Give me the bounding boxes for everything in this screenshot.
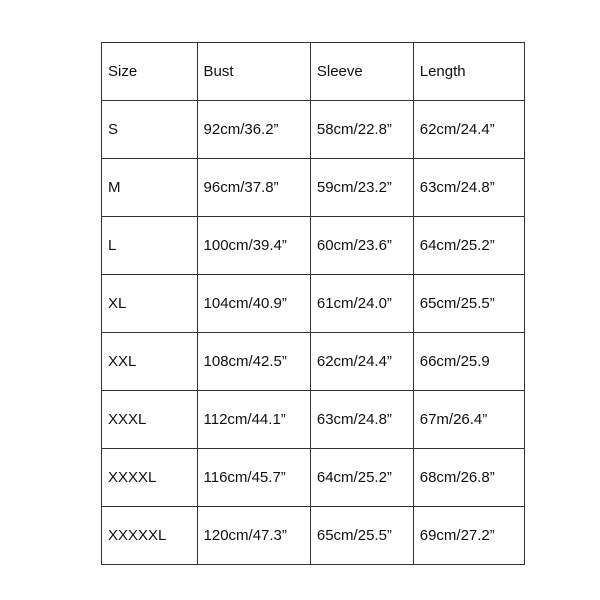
table-row <box>102 507 525 565</box>
sleeve-cell: 64cm/25.2” <box>310 449 413 507</box>
length-cell: 67m/26.4” <box>413 391 524 449</box>
table-row <box>102 449 525 507</box>
length-cell: 62cm/24.4” <box>413 101 524 159</box>
length-cell: 68cm/26.8” <box>413 449 524 507</box>
table-row <box>102 333 525 391</box>
sleeve-cell: 62cm/24.4” <box>310 333 413 391</box>
size-cell: M <box>102 159 198 217</box>
sleeve-cell: 63cm/24.8” <box>310 391 413 449</box>
table-header-row <box>102 43 525 101</box>
table-row <box>102 275 525 333</box>
length-cell: 65cm/25.5” <box>413 275 524 333</box>
length-cell: 69cm/27.2” <box>413 507 524 565</box>
header-bust: Bust <box>197 43 310 101</box>
table-row <box>102 217 525 275</box>
sleeve-cell: 65cm/25.5” <box>310 507 413 565</box>
size-cell: XXXXL <box>102 449 198 507</box>
header-size: Size <box>102 43 198 101</box>
bust-cell: 120cm/47.3” <box>197 507 310 565</box>
size-cell: XXXL <box>102 391 198 449</box>
length-cell: 63cm/24.8” <box>413 159 524 217</box>
header-length: Length <box>413 43 524 101</box>
length-cell: 64cm/25.2” <box>413 217 524 275</box>
bust-cell: 108cm/42.5” <box>197 333 310 391</box>
bust-cell: 96cm/37.8” <box>197 159 310 217</box>
bust-cell: 112cm/44.1” <box>197 391 310 449</box>
sleeve-cell: 59cm/23.2” <box>310 159 413 217</box>
size-chart-table <box>101 42 525 565</box>
header-sleeve: Sleeve <box>310 43 413 101</box>
table-row <box>102 101 525 159</box>
sleeve-cell: 58cm/22.8” <box>310 101 413 159</box>
bust-cell: 100cm/39.4” <box>197 217 310 275</box>
size-cell: XXXXXL <box>102 507 198 565</box>
length-cell: 66cm/25.9 <box>413 333 524 391</box>
size-cell: XL <box>102 275 198 333</box>
sleeve-cell: 61cm/24.0” <box>310 275 413 333</box>
bust-cell: 116cm/45.7” <box>197 449 310 507</box>
bust-cell: 104cm/40.9” <box>197 275 310 333</box>
table-row <box>102 391 525 449</box>
size-cell: S <box>102 101 198 159</box>
size-cell: XXL <box>102 333 198 391</box>
bust-cell: 92cm/36.2” <box>197 101 310 159</box>
size-cell: L <box>102 217 198 275</box>
table-row <box>102 159 525 217</box>
sleeve-cell: 60cm/23.6” <box>310 217 413 275</box>
